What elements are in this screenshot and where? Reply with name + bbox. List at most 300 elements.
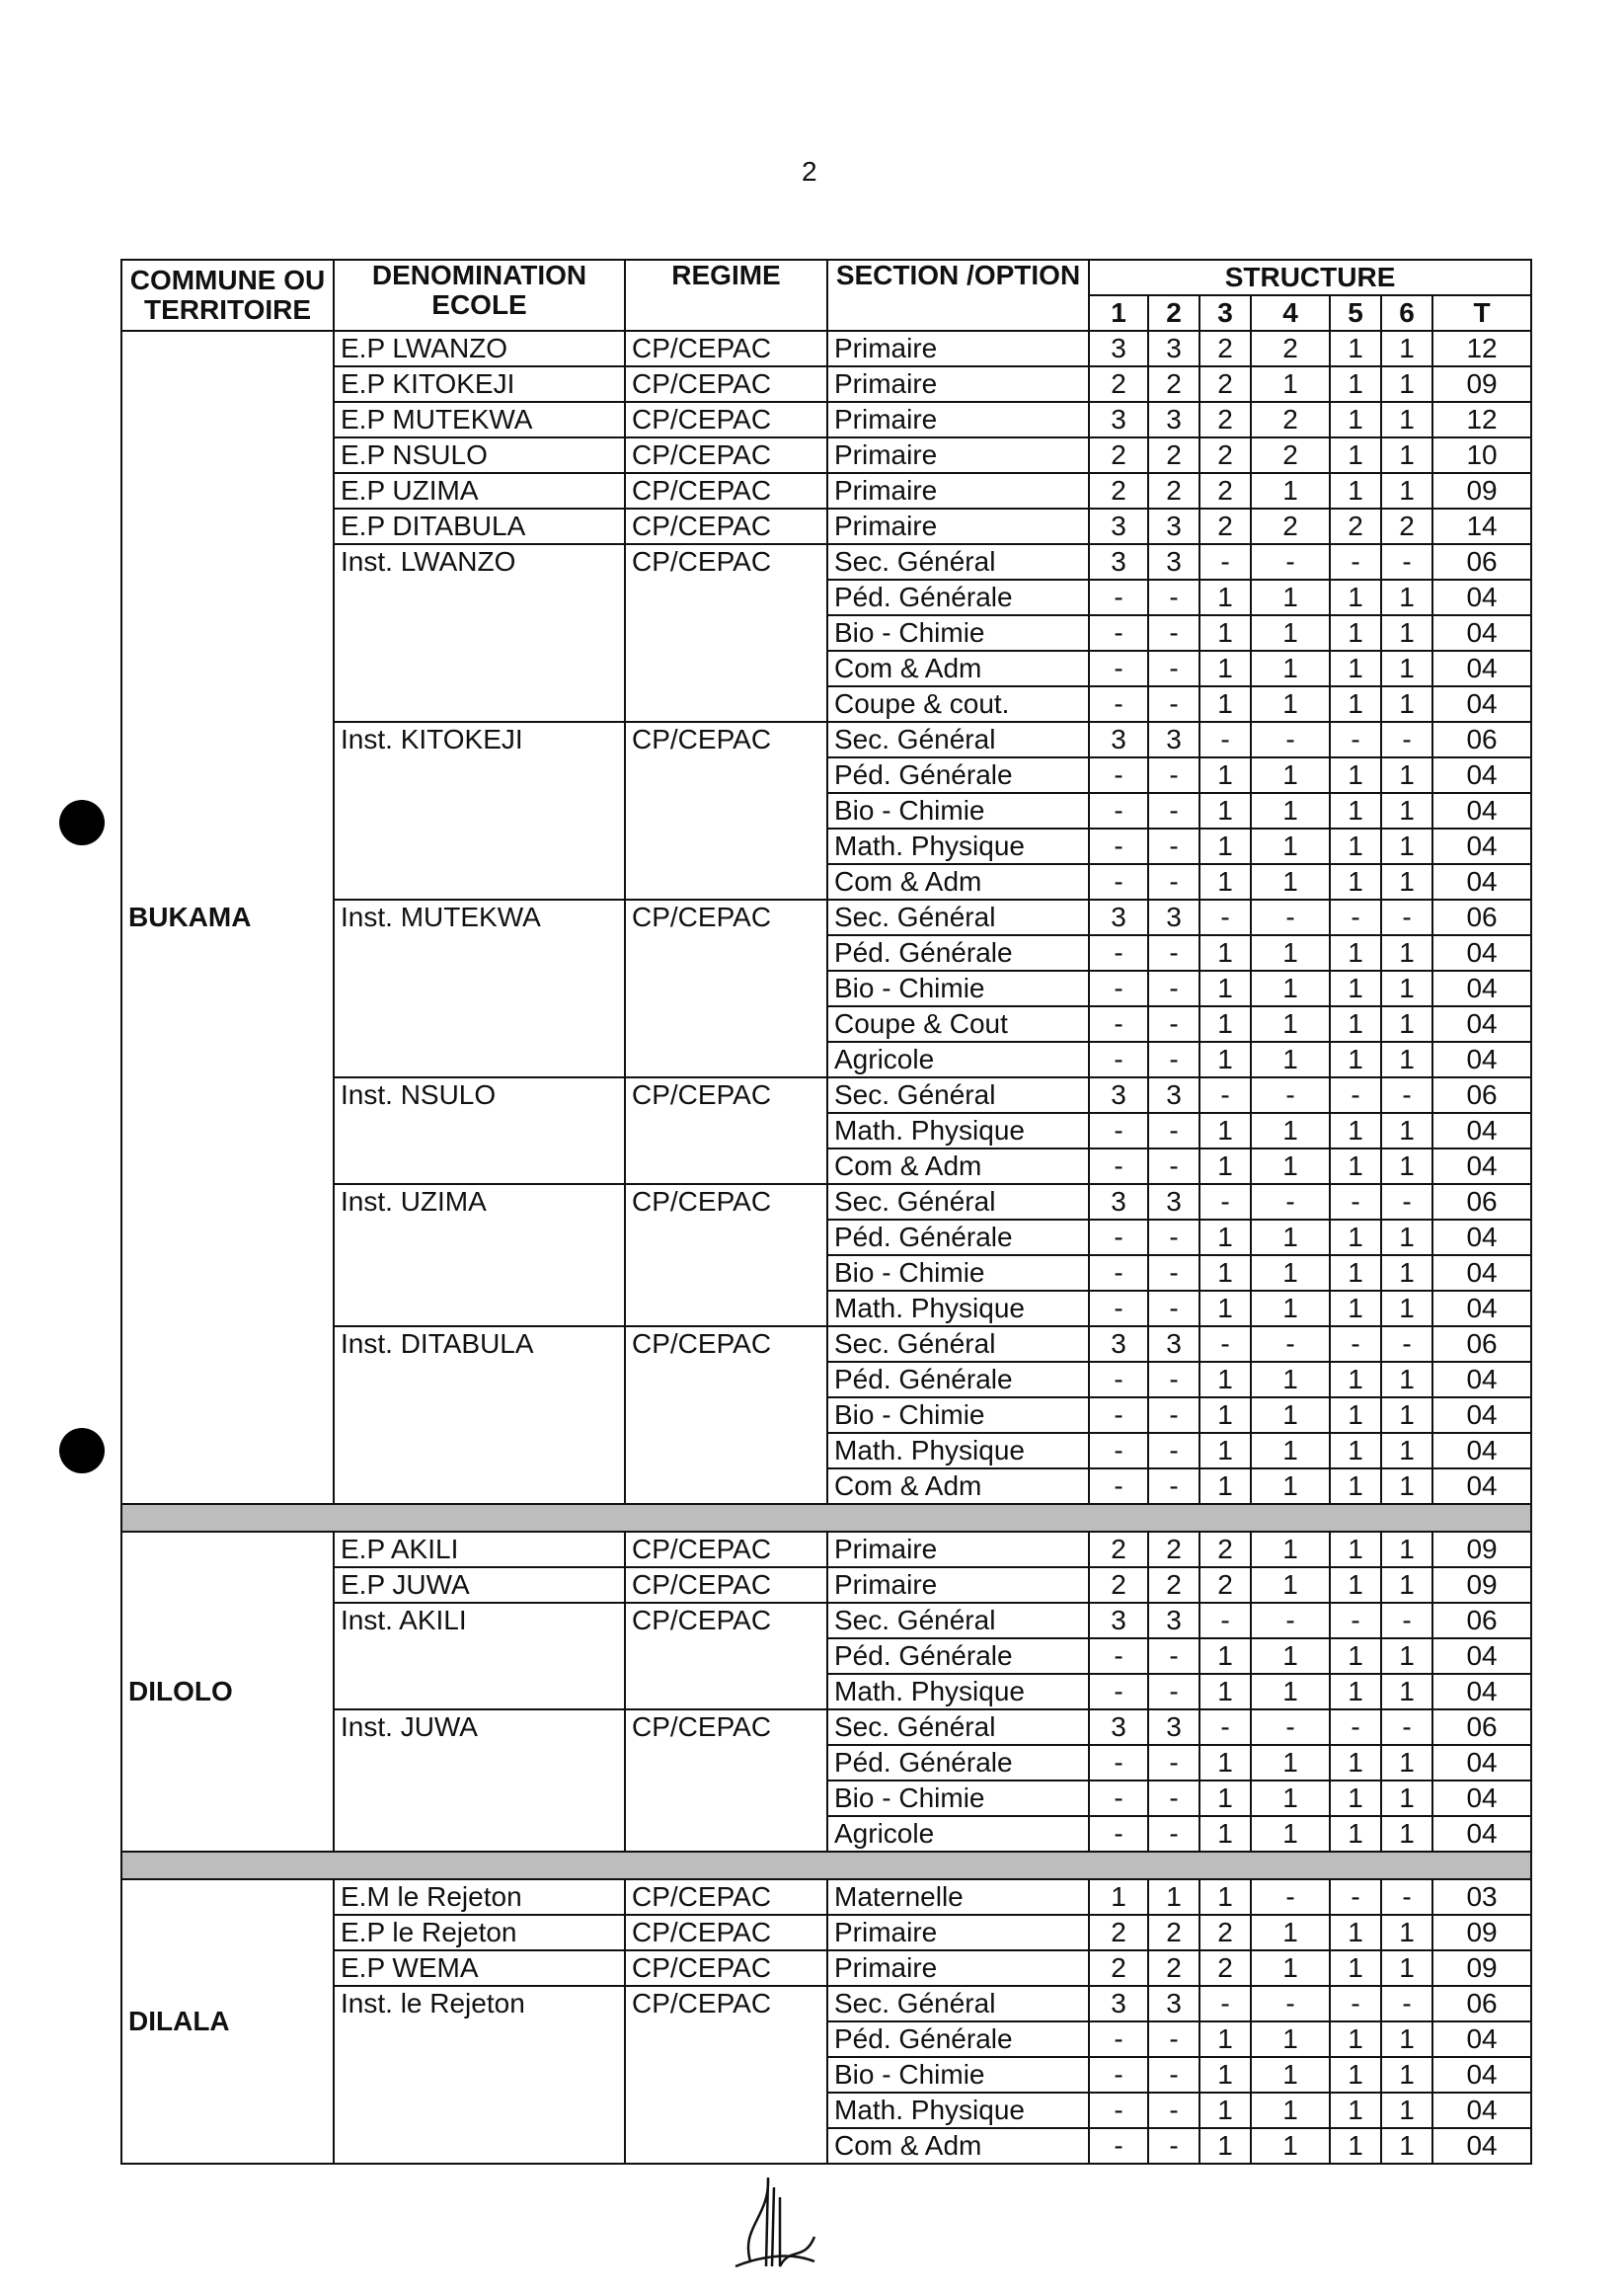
structure-cell: 3 — [1148, 722, 1199, 757]
school-name-cell: E.P LWANZO — [334, 331, 625, 366]
structure-cell: 3 — [1089, 1986, 1148, 2021]
structure-cell: - — [1251, 1709, 1330, 1745]
structure-cell: 1 — [1251, 1148, 1330, 1184]
total-cell: 04 — [1432, 580, 1531, 615]
structure-cell: - — [1148, 1816, 1199, 1852]
table-row — [121, 437, 1531, 473]
structure-cell: - — [1089, 1113, 1148, 1148]
structure-cell: 3 — [1148, 1709, 1199, 1745]
regime-cell: CP/CEPAC — [625, 1986, 827, 2164]
section-cell: Primaire — [827, 1950, 1089, 1986]
structure-cell: 1 — [1330, 1674, 1381, 1709]
structure-cell: 1 — [1381, 1397, 1432, 1433]
structure-cell: 1 — [1330, 935, 1381, 971]
commune-cell: DILALA — [121, 1879, 334, 2164]
total-cell: 04 — [1432, 793, 1531, 829]
structure-cell: 1 — [1199, 651, 1251, 686]
structure-cell: 2 — [1148, 473, 1199, 509]
structure-cell: 1 — [1251, 615, 1330, 651]
structure-cell: 1 — [1251, 1255, 1330, 1291]
regime-cell: CP/CEPAC — [625, 1950, 827, 1986]
structure-cell: 1 — [1199, 2093, 1251, 2128]
structure-cell: 1 — [1251, 651, 1330, 686]
structure-cell: - — [1148, 1674, 1199, 1709]
total-cell: 04 — [1432, 1468, 1531, 1504]
structure-cell: - — [1089, 1674, 1148, 1709]
structure-cell: 2 — [1251, 331, 1330, 366]
structure-cell: 1 — [1199, 1674, 1251, 1709]
structure-cell: - — [1089, 686, 1148, 722]
structure-cell: 2 — [1199, 1915, 1251, 1950]
commune-cell: BUKAMA — [121, 331, 334, 1504]
section-cell: Bio - Chimie — [827, 1397, 1089, 1433]
school-name-cell: E.P DITABULA — [334, 509, 625, 544]
structure-cell: 1 — [1199, 1879, 1251, 1915]
structure-cell: 1 — [1330, 2021, 1381, 2057]
total-cell: 04 — [1432, 1362, 1531, 1397]
structure-cell: 1 — [1381, 1148, 1432, 1184]
structure-cell: 3 — [1148, 1326, 1199, 1362]
header-col: T — [1432, 295, 1531, 331]
total-cell: 06 — [1432, 1184, 1531, 1220]
structure-cell: 1 — [1251, 1220, 1330, 1255]
section-cell: Primaire — [827, 1915, 1089, 1950]
structure-cell: 1 — [1381, 1220, 1432, 1255]
regime-cell: CP/CEPAC — [625, 473, 827, 509]
total-cell: 06 — [1432, 722, 1531, 757]
table-row — [121, 1567, 1531, 1603]
commune-cell: DILOLO — [121, 1532, 334, 1852]
structure-cell: 2 — [1199, 1950, 1251, 1986]
structure-cell: 1 — [1381, 793, 1432, 829]
structure-cell: 1 — [1148, 1879, 1199, 1915]
structure-cell: 1 — [1381, 580, 1432, 615]
structure-cell: 1 — [1251, 1006, 1330, 1042]
section-cell: Péd. Générale — [827, 1220, 1089, 1255]
structure-cell: 1 — [1381, 1950, 1432, 1986]
regime-cell: CP/CEPAC — [625, 1567, 827, 1603]
total-cell: 04 — [1432, 864, 1531, 900]
section-cell: Primaire — [827, 331, 1089, 366]
structure-cell: - — [1148, 1468, 1199, 1504]
structure-cell: - — [1251, 1326, 1330, 1362]
section-cell: Coupe & Cout — [827, 1006, 1089, 1042]
section-cell: Bio - Chimie — [827, 793, 1089, 829]
structure-cell: - — [1251, 544, 1330, 580]
section-cell: Com & Adm — [827, 864, 1089, 900]
structure-cell: 1 — [1330, 864, 1381, 900]
total-cell: 06 — [1432, 1603, 1531, 1638]
structure-cell: - — [1148, 1397, 1199, 1433]
header-col: 3 — [1199, 295, 1251, 331]
structure-cell: 2 — [1089, 366, 1148, 402]
structure-cell: 1 — [1199, 1113, 1251, 1148]
structure-cell: 2 — [1089, 473, 1148, 509]
section-cell: Primaire — [827, 1567, 1089, 1603]
section-cell: Math. Physique — [827, 1113, 1089, 1148]
section-cell: Sec. Général — [827, 722, 1089, 757]
structure-cell: 1 — [1251, 864, 1330, 900]
structure-cell: 1 — [1199, 864, 1251, 900]
structure-cell: 2 — [1251, 509, 1330, 544]
structure-cell: 3 — [1089, 722, 1148, 757]
school-name-cell: E.P AKILI — [334, 1532, 625, 1567]
structure-cell: - — [1089, 971, 1148, 1006]
structure-cell: 2 — [1148, 437, 1199, 473]
total-cell: 04 — [1432, 1006, 1531, 1042]
structure-cell: - — [1199, 544, 1251, 580]
total-cell: 04 — [1432, 1397, 1531, 1433]
total-cell: 04 — [1432, 651, 1531, 686]
total-cell: 12 — [1432, 402, 1531, 437]
section-cell: Sec. Général — [827, 1986, 1089, 2021]
structure-cell: - — [1199, 1326, 1251, 1362]
structure-cell: 1 — [1381, 1362, 1432, 1397]
header-denomination: DENOMINATION ECOLE — [334, 260, 625, 331]
section-cell: Math. Physique — [827, 1291, 1089, 1326]
structure-cell: 1 — [1199, 1362, 1251, 1397]
table-row — [121, 1879, 1531, 1915]
structure-cell: 1 — [1330, 1006, 1381, 1042]
structure-cell: 3 — [1148, 331, 1199, 366]
structure-cell: - — [1330, 1879, 1381, 1915]
regime-cell: CP/CEPAC — [625, 366, 827, 402]
structure-cell: 1 — [1381, 2057, 1432, 2093]
total-cell: 09 — [1432, 1532, 1531, 1567]
structure-cell: 1 — [1381, 402, 1432, 437]
page-number: 2 — [802, 156, 817, 187]
structure-cell: - — [1199, 722, 1251, 757]
structure-cell: 1 — [1330, 1638, 1381, 1674]
structure-cell: 1 — [1199, 793, 1251, 829]
structure-cell: - — [1089, 1468, 1148, 1504]
structure-cell: 1 — [1330, 1433, 1381, 1468]
structure-cell: - — [1148, 615, 1199, 651]
structure-cell: 1 — [1381, 473, 1432, 509]
structure-cell: 2 — [1251, 402, 1330, 437]
section-cell: Bio - Chimie — [827, 615, 1089, 651]
structure-cell: 3 — [1089, 1077, 1148, 1113]
total-cell: 04 — [1432, 1291, 1531, 1326]
structure-cell: 1 — [1330, 2128, 1381, 2164]
structure-cell: 3 — [1089, 402, 1148, 437]
table-row — [121, 1986, 1531, 2021]
structure-cell: 1 — [1381, 1255, 1432, 1291]
structure-cell: 2 — [1089, 1950, 1148, 1986]
total-cell: 03 — [1432, 1879, 1531, 1915]
structure-cell: 1 — [1251, 2057, 1330, 2093]
structure-cell: - — [1381, 1077, 1432, 1113]
structure-cell: - — [1089, 1362, 1148, 1397]
structure-cell: - — [1089, 1255, 1148, 1291]
structure-cell: 1 — [1330, 1255, 1381, 1291]
structure-cell: - — [1089, 615, 1148, 651]
structure-cell: 1 — [1381, 615, 1432, 651]
table-row — [121, 1532, 1531, 1567]
structure-cell: 1 — [1251, 1950, 1330, 1986]
structure-cell: - — [1089, 757, 1148, 793]
header-regime: REGIME — [625, 260, 827, 331]
structure-cell: - — [1089, 1042, 1148, 1077]
structure-cell: 1 — [1199, 615, 1251, 651]
structure-cell: - — [1330, 1603, 1381, 1638]
structure-cell: - — [1148, 1362, 1199, 1397]
separator-band — [121, 1852, 1531, 1879]
section-cell: Sec. Général — [827, 1709, 1089, 1745]
structure-cell: 1 — [1199, 580, 1251, 615]
structure-cell: 2 — [1148, 1567, 1199, 1603]
structure-cell: 2 — [1199, 1567, 1251, 1603]
structure-cell: 1 — [1330, 437, 1381, 473]
structure-cell: - — [1251, 722, 1330, 757]
structure-cell: - — [1148, 757, 1199, 793]
structure-cell: 3 — [1148, 1603, 1199, 1638]
total-cell: 04 — [1432, 686, 1531, 722]
section-cell: Péd. Générale — [827, 1745, 1089, 1781]
header-col: 6 — [1381, 295, 1432, 331]
school-name-cell: Inst. UZIMA — [334, 1184, 625, 1326]
structure-cell: 1 — [1330, 1915, 1381, 1950]
school-name-cell: Inst. KITOKEJI — [334, 722, 625, 900]
regime-cell: CP/CEPAC — [625, 1532, 827, 1567]
structure-cell: 1 — [1381, 366, 1432, 402]
structure-cell: 1 — [1330, 971, 1381, 1006]
regime-cell: CP/CEPAC — [625, 1184, 827, 1326]
structure-cell: 1 — [1199, 935, 1251, 971]
structure-cell: - — [1148, 935, 1199, 971]
regime-cell: CP/CEPAC — [625, 544, 827, 722]
structure-cell: 3 — [1089, 1326, 1148, 1362]
structure-cell: 1 — [1330, 1220, 1381, 1255]
structure-cell: 1 — [1381, 1433, 1432, 1468]
total-cell: 04 — [1432, 1745, 1531, 1781]
structure-cell: 1 — [1251, 366, 1330, 402]
regime-cell: CP/CEPAC — [625, 1915, 827, 1950]
structure-cell: 1 — [1381, 1638, 1432, 1674]
section-cell: Sec. Général — [827, 900, 1089, 935]
header-col: 2 — [1148, 295, 1199, 331]
group-separator — [121, 1852, 1531, 1879]
structure-cell: 1 — [1199, 1220, 1251, 1255]
school-structure-table — [120, 259, 1532, 2165]
structure-cell: 1 — [1330, 1781, 1381, 1816]
structure-cell: 1 — [1199, 829, 1251, 864]
structure-cell: 1 — [1330, 1532, 1381, 1567]
structure-cell: - — [1330, 544, 1381, 580]
structure-cell: 2 — [1089, 1567, 1148, 1603]
regime-cell: CP/CEPAC — [625, 402, 827, 437]
structure-cell: 1 — [1199, 1468, 1251, 1504]
header-structure: STRUCTURE — [1089, 260, 1531, 295]
table-row — [121, 1326, 1531, 1362]
structure-cell: 1 — [1199, 1006, 1251, 1042]
regime-cell: CP/CEPAC — [625, 437, 827, 473]
structure-cell: - — [1330, 722, 1381, 757]
header-commune: COMMUNE OU TERRITOIRE — [121, 260, 334, 331]
table-row — [121, 1184, 1531, 1220]
structure-cell: 2 — [1199, 473, 1251, 509]
structure-cell: 1 — [1251, 1532, 1330, 1567]
group-separator — [121, 1504, 1531, 1532]
structure-cell: 1 — [1251, 1674, 1330, 1709]
structure-cell: 1 — [1251, 1042, 1330, 1077]
structure-cell: - — [1148, 1291, 1199, 1326]
structure-cell: 1 — [1330, 2093, 1381, 2128]
structure-cell: 2 — [1381, 509, 1432, 544]
structure-cell: 1 — [1330, 1745, 1381, 1781]
structure-cell: 1 — [1199, 2057, 1251, 2093]
structure-cell: - — [1381, 1603, 1432, 1638]
structure-cell: 1 — [1330, 829, 1381, 864]
section-cell: Com & Adm — [827, 1148, 1089, 1184]
structure-cell: 1 — [1199, 1781, 1251, 1816]
structure-cell: 1 — [1251, 2128, 1330, 2164]
structure-cell: 3 — [1089, 1184, 1148, 1220]
total-cell: 04 — [1432, 1220, 1531, 1255]
total-cell: 14 — [1432, 509, 1531, 544]
structure-cell: - — [1330, 1986, 1381, 2021]
structure-cell: 1 — [1381, 1674, 1432, 1709]
structure-cell: 3 — [1148, 900, 1199, 935]
structure-cell: - — [1148, 1220, 1199, 1255]
structure-cell: 1 — [1251, 829, 1330, 864]
structure-cell: - — [1251, 1879, 1330, 1915]
structure-cell: 2 — [1148, 1532, 1199, 1567]
structure-cell: 2 — [1199, 331, 1251, 366]
structure-cell: 1 — [1330, 686, 1381, 722]
structure-cell: 1 — [1381, 2021, 1432, 2057]
structure-cell: - — [1381, 900, 1432, 935]
section-cell: Math. Physique — [827, 1674, 1089, 1709]
structure-cell: 1 — [1251, 1397, 1330, 1433]
structure-cell: 1 — [1089, 1879, 1148, 1915]
structure-cell: 1 — [1330, 1567, 1381, 1603]
structure-cell: 2 — [1148, 1915, 1199, 1950]
structure-cell: 1 — [1381, 1113, 1432, 1148]
structure-cell: 1 — [1251, 2093, 1330, 2128]
structure-cell: - — [1251, 1603, 1330, 1638]
school-name-cell: E.P MUTEKWA — [334, 402, 625, 437]
structure-cell: - — [1148, 793, 1199, 829]
structure-cell: 1 — [1381, 686, 1432, 722]
table-row — [121, 544, 1531, 580]
structure-cell: 1 — [1251, 473, 1330, 509]
structure-cell: 1 — [1330, 1397, 1381, 1433]
school-name-cell: Inst. JUWA — [334, 1709, 625, 1852]
table-body — [121, 331, 1531, 2164]
section-cell: Math. Physique — [827, 1433, 1089, 1468]
section-cell: Bio - Chimie — [827, 1781, 1089, 1816]
total-cell: 04 — [1432, 757, 1531, 793]
structure-cell: - — [1381, 1184, 1432, 1220]
section-cell: Péd. Générale — [827, 1362, 1089, 1397]
structure-cell: 1 — [1199, 1745, 1251, 1781]
structure-cell: - — [1148, 1781, 1199, 1816]
regime-cell: CP/CEPAC — [625, 1709, 827, 1852]
structure-cell: 1 — [1251, 1816, 1330, 1852]
section-cell: Com & Adm — [827, 1468, 1089, 1504]
total-cell: 06 — [1432, 900, 1531, 935]
school-name-cell: E.P UZIMA — [334, 473, 625, 509]
section-cell: Primaire — [827, 1532, 1089, 1567]
school-name-cell: E.P NSULO — [334, 437, 625, 473]
structure-cell: 3 — [1089, 1603, 1148, 1638]
structure-cell: 1 — [1381, 829, 1432, 864]
structure-cell: 1 — [1330, 331, 1381, 366]
structure-cell: - — [1148, 686, 1199, 722]
structure-cell: 1 — [1199, 1255, 1251, 1291]
structure-cell: - — [1089, 1638, 1148, 1674]
structure-cell: 1 — [1251, 793, 1330, 829]
section-cell: Bio - Chimie — [827, 971, 1089, 1006]
structure-cell: - — [1330, 900, 1381, 935]
structure-cell: 3 — [1089, 509, 1148, 544]
section-cell: Sec. Général — [827, 544, 1089, 580]
total-cell: 04 — [1432, 2128, 1531, 2164]
structure-cell: - — [1148, 829, 1199, 864]
structure-cell: 1 — [1251, 971, 1330, 1006]
total-cell: 04 — [1432, 1148, 1531, 1184]
structure-cell: 2 — [1251, 437, 1330, 473]
structure-cell: - — [1148, 1113, 1199, 1148]
total-cell: 04 — [1432, 615, 1531, 651]
structure-cell: - — [1089, 793, 1148, 829]
total-cell: 06 — [1432, 544, 1531, 580]
school-name-cell: Inst. AKILI — [334, 1603, 625, 1709]
total-cell: 04 — [1432, 1255, 1531, 1291]
school-name-cell: Inst. MUTEKWA — [334, 900, 625, 1077]
section-cell: Péd. Générale — [827, 757, 1089, 793]
structure-cell: 1 — [1381, 935, 1432, 971]
structure-cell: - — [1148, 864, 1199, 900]
structure-cell: 2 — [1148, 1950, 1199, 1986]
total-cell: 04 — [1432, 1674, 1531, 1709]
structure-cell: - — [1251, 1184, 1330, 1220]
structure-cell: - — [1089, 580, 1148, 615]
structure-cell: - — [1199, 1603, 1251, 1638]
structure-cell: - — [1148, 580, 1199, 615]
structure-cell: 2 — [1148, 366, 1199, 402]
regime-cell: CP/CEPAC — [625, 1603, 827, 1709]
section-cell: Maternelle — [827, 1879, 1089, 1915]
structure-cell: 3 — [1148, 1986, 1199, 2021]
structure-cell: 1 — [1381, 331, 1432, 366]
section-cell: Math. Physique — [827, 2093, 1089, 2128]
section-cell: Sec. Général — [827, 1077, 1089, 1113]
structure-cell: 1 — [1199, 1397, 1251, 1433]
structure-cell: 1 — [1199, 1638, 1251, 1674]
school-name-cell: Inst. LWANZO — [334, 544, 625, 722]
structure-cell: 3 — [1148, 402, 1199, 437]
structure-cell: - — [1381, 722, 1432, 757]
structure-cell: 1 — [1381, 1781, 1432, 1816]
structure-cell: - — [1089, 864, 1148, 900]
structure-cell: 2 — [1199, 1532, 1251, 1567]
structure-cell: 2 — [1089, 437, 1148, 473]
structure-cell: - — [1089, 1220, 1148, 1255]
regime-cell: CP/CEPAC — [625, 1326, 827, 1504]
structure-cell: 2 — [1199, 437, 1251, 473]
structure-cell: 1 — [1199, 2128, 1251, 2164]
table-row — [121, 402, 1531, 437]
structure-cell: - — [1381, 1986, 1432, 2021]
structure-cell: 1 — [1199, 686, 1251, 722]
school-name-cell: E.P JUWA — [334, 1567, 625, 1603]
structure-cell: - — [1330, 1184, 1381, 1220]
section-cell: Péd. Générale — [827, 1638, 1089, 1674]
section-cell: Sec. Général — [827, 1184, 1089, 1220]
total-cell: 06 — [1432, 1986, 1531, 2021]
